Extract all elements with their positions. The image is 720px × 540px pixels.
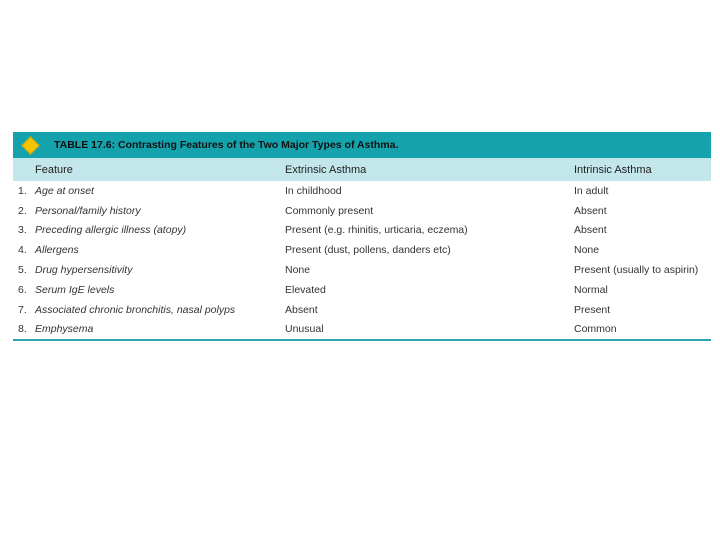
- row-feature: Age at onset: [35, 184, 94, 197]
- table-header-row: [13, 158, 711, 181]
- table-row: [13, 280, 711, 300]
- row-number: 7.: [18, 303, 27, 316]
- header-extrinsic: Extrinsic Asthma: [285, 163, 367, 176]
- row-number: 5.: [18, 264, 27, 277]
- table-row: [13, 221, 711, 241]
- row-intrinsic: Normal: [574, 283, 608, 296]
- table-body: [13, 181, 711, 339]
- row-number: 6.: [18, 283, 27, 296]
- table-row: [13, 181, 711, 201]
- table-title-bar: [13, 132, 711, 158]
- row-extrinsic: Elevated: [285, 283, 326, 296]
- row-extrinsic: Present (e.g. rhinitis, urticaria, eczema): [285, 224, 468, 237]
- table-row: [13, 240, 711, 260]
- row-extrinsic: Absent: [285, 303, 318, 316]
- row-number: 8.: [18, 323, 27, 336]
- row-number: 1.: [18, 184, 27, 197]
- header-intrinsic: Intrinsic Asthma: [574, 163, 652, 176]
- row-intrinsic: In adult: [574, 184, 609, 197]
- row-extrinsic: Present (dust, pollens, danders etc): [285, 244, 451, 257]
- asthma-table: [13, 132, 711, 341]
- row-intrinsic: Present (usually to aspirin): [574, 264, 699, 277]
- row-feature: Personal/family history: [35, 204, 141, 217]
- row-extrinsic: In childhood: [285, 184, 342, 197]
- row-intrinsic: Absent: [574, 224, 607, 237]
- row-number: 3.: [18, 224, 27, 237]
- row-feature: Associated chronic bronchitis, nasal polyps: [35, 303, 236, 316]
- row-extrinsic: None: [285, 264, 311, 277]
- table-row: [13, 260, 711, 280]
- table-row: [13, 320, 711, 340]
- table-row: [13, 300, 711, 320]
- row-intrinsic: Absent: [574, 204, 607, 217]
- row-feature: Drug hypersensitivity: [35, 264, 133, 277]
- row-feature: Preceding allergic illness (atopy): [35, 224, 187, 237]
- row-feature: Serum IgE levels: [35, 283, 115, 296]
- diamond-bullet-icon: [21, 136, 39, 154]
- row-intrinsic: Common: [574, 323, 617, 336]
- table-row: [13, 201, 711, 221]
- row-number: 2.: [18, 204, 27, 217]
- header-feature: Feature: [35, 163, 73, 176]
- row-number: 4.: [18, 244, 27, 257]
- row-intrinsic: None: [574, 244, 600, 257]
- row-intrinsic: Present: [574, 303, 611, 316]
- table-title: TABLE 17.6: Contrasting Features of the Two Major Types of Asthma.: [54, 139, 399, 151]
- row-extrinsic: Commonly present: [285, 204, 374, 217]
- row-extrinsic: Unusual: [285, 323, 324, 336]
- row-feature: Emphysema: [35, 323, 94, 336]
- row-feature: Allergens: [35, 244, 79, 257]
